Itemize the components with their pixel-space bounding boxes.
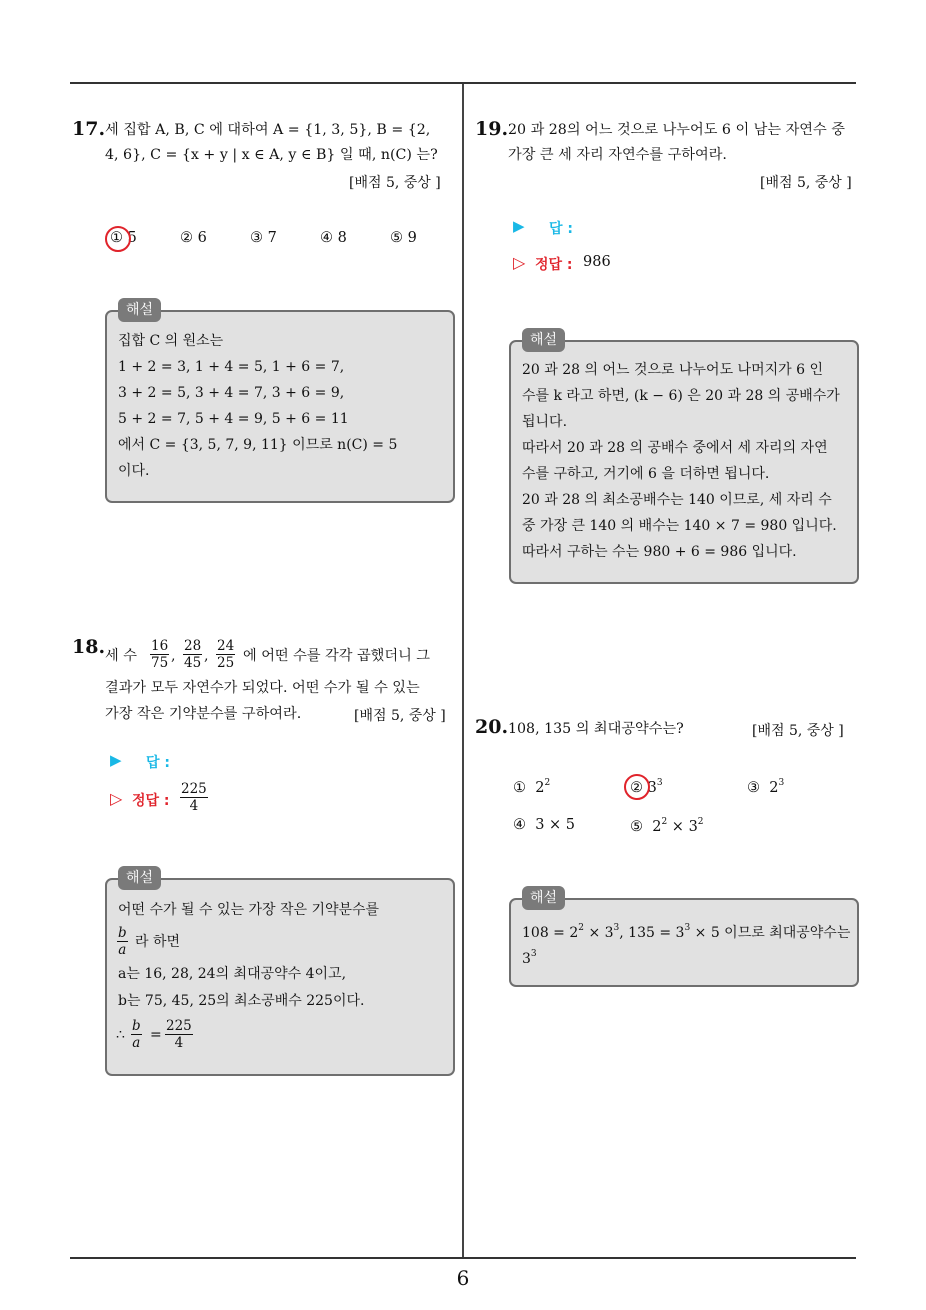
explanation-line: 수를 k 라고 하면, (k − 6) 은 20 과 28 의 공배수가 xyxy=(522,388,840,404)
choice-5[interactable]: ⑤ $2^2 \times 3^2$ xyxy=(630,817,704,835)
question-text-line: 에 어떤 수를 각각 곱했더니 그 xyxy=(243,648,431,664)
choice-1[interactable]: ① 5 xyxy=(110,230,137,246)
question-number: 17. xyxy=(72,118,106,140)
score-label: [배점 5, 중상 ] xyxy=(752,723,844,739)
explanation-fraction-b-a: $\frac{b}{a}$ xyxy=(118,925,127,958)
answer-arrow-icon: ▶ xyxy=(110,751,122,769)
choice-4[interactable]: ④ 8 xyxy=(320,230,347,246)
comma: , xyxy=(204,648,209,664)
explanation-tag: 해설 xyxy=(118,298,161,322)
choice-1[interactable]: ① $2^2$ xyxy=(513,778,551,796)
question-number: 18. xyxy=(72,636,106,658)
explanation-fraction-b-a: $\frac{b}{a}$ xyxy=(132,1018,141,1051)
explanation-line: 집합 C 의 원소는 xyxy=(118,333,224,349)
explanation-line: 됩니다. xyxy=(522,414,568,430)
fraction-16-75: $\frac{16}{75}$ xyxy=(151,638,169,671)
explanation-line: 1 + 2 = 3, 1 + 4 = 5, 1 + 6 = 7, xyxy=(118,359,345,375)
question-text-line: 20 과 28의 어느 것으로 나누어도 6 이 남는 자연수 중 xyxy=(508,122,845,138)
explanation-line: 따라서 구하는 수는 980 + 6 = 986 입니다. xyxy=(522,544,797,560)
choice-3[interactable]: ③ 7 xyxy=(250,230,277,246)
explanation-line: 20 과 28 의 어느 것으로 나누어도 나머지가 6 인 xyxy=(522,362,823,378)
question-text-line: 세 집합 A, B, C 에 대하여 A = {1, 3, 5}, B = {2, xyxy=(105,122,431,138)
choice-2[interactable]: ② 6 xyxy=(180,230,207,246)
correct-answer-label: 정답 : xyxy=(132,793,170,809)
choice-4[interactable]: ④ 3 × 5 xyxy=(513,817,576,833)
question-text-line: 세 수 xyxy=(105,648,137,664)
explanation-line: a는 16, 28, 24의 최대공약수 4이고, xyxy=(118,966,347,982)
selected-answer-circle-icon xyxy=(105,226,131,252)
explanation-line: 따라서 20 과 28 의 공배수 중에서 세 자리의 자연 xyxy=(522,440,828,456)
question-text-line: 108, 135 의 최대공약수는? xyxy=(508,721,684,737)
explanation-line: 어떤 수가 될 수 있는 가장 작은 기약분수를 xyxy=(118,902,380,918)
explanation-line: 20 과 28 의 최소공배수는 140 이므로, 세 자리 수 xyxy=(522,492,832,508)
explanation-line: b는 75, 45, 25의 최소공배수 225이다. xyxy=(118,993,365,1009)
correct-answer-value: $\frac{225}{4}$ xyxy=(181,781,207,814)
column-divider xyxy=(462,84,464,1258)
score-label: [배점 5, 중상 ] xyxy=(354,708,446,724)
correct-arrow-icon: ▷ xyxy=(513,253,526,272)
explanation-line: 이다. xyxy=(118,463,150,479)
correct-answer-value: 986 xyxy=(583,254,611,270)
question-text-line: 가장 큰 세 자리 자연수를 구하여라. xyxy=(508,147,727,163)
score-label: [배점 5, 중상 ] xyxy=(760,175,852,191)
answer-label: 답 : xyxy=(549,221,573,237)
explanation-tag: 해설 xyxy=(118,866,161,890)
score-label: [배점 5, 중상 ] xyxy=(349,175,441,191)
correct-arrow-icon: ▷ xyxy=(110,789,123,808)
selected-answer-circle-icon xyxy=(624,774,650,800)
correct-answer-label: 정답 : xyxy=(535,257,573,273)
explanation-fraction-225-4: $\frac{225}{4}$ xyxy=(166,1018,192,1051)
therefore-symbol: ∴ xyxy=(116,1027,125,1043)
page-number: 6 xyxy=(456,1266,470,1290)
explanation-line: 5 + 2 = 7, 5 + 4 = 9, 5 + 6 = 11 xyxy=(118,411,349,427)
question-number: 19. xyxy=(475,118,509,140)
choice-5[interactable]: ⑤ 9 xyxy=(390,230,417,246)
fraction-28-45: $\frac{28}{45}$ xyxy=(184,638,202,671)
question-number: 20. xyxy=(475,716,509,738)
choice-2[interactable]: ② $3^3$ xyxy=(630,778,663,796)
equals-sign: = xyxy=(150,1027,162,1043)
explanation-line: $3^3$ xyxy=(522,949,537,967)
explanation-line: 수를 구하고, 거기에 6 을 더하면 됩니다. xyxy=(522,466,770,482)
explanation-tag: 해설 xyxy=(522,328,565,352)
fraction-24-25: $\frac{24}{25}$ xyxy=(217,638,235,671)
explanation-tag: 해설 xyxy=(522,886,565,910)
explanation-line: 중 가장 큰 140 의 배수는 140 × 7 = 980 입니다. xyxy=(522,518,837,534)
comma: , xyxy=(171,648,176,664)
explanation-line: $108 = 2^2 \times 3^3$, $135 = 3^3 \times 5$ 이므로 최대공약수는 xyxy=(522,923,851,941)
answer-arrow-icon: ▶ xyxy=(513,217,525,235)
explanation-line: 라 하면 xyxy=(135,934,181,950)
answer-label: 답 : xyxy=(146,755,170,771)
question-text-line: 4, 6}, C = {x + y | x ∈ A, y ∈ B} 일 때, n(C) 는? xyxy=(105,147,438,163)
question-text-line: 가장 작은 기약분수를 구하여라. xyxy=(105,706,302,722)
question-text-line: 결과가 모두 자연수가 되었다. 어떤 수가 될 수 있는 xyxy=(105,680,420,696)
choice-3[interactable]: ③ $2^3$ xyxy=(747,778,785,796)
bottom-rule xyxy=(70,1257,856,1259)
explanation-line: 에서 C = {3, 5, 7, 9, 11} 이므로 n(C) = 5 xyxy=(118,437,398,453)
explanation-line: 3 + 2 = 5, 3 + 4 = 7, 3 + 6 = 9, xyxy=(118,385,345,401)
